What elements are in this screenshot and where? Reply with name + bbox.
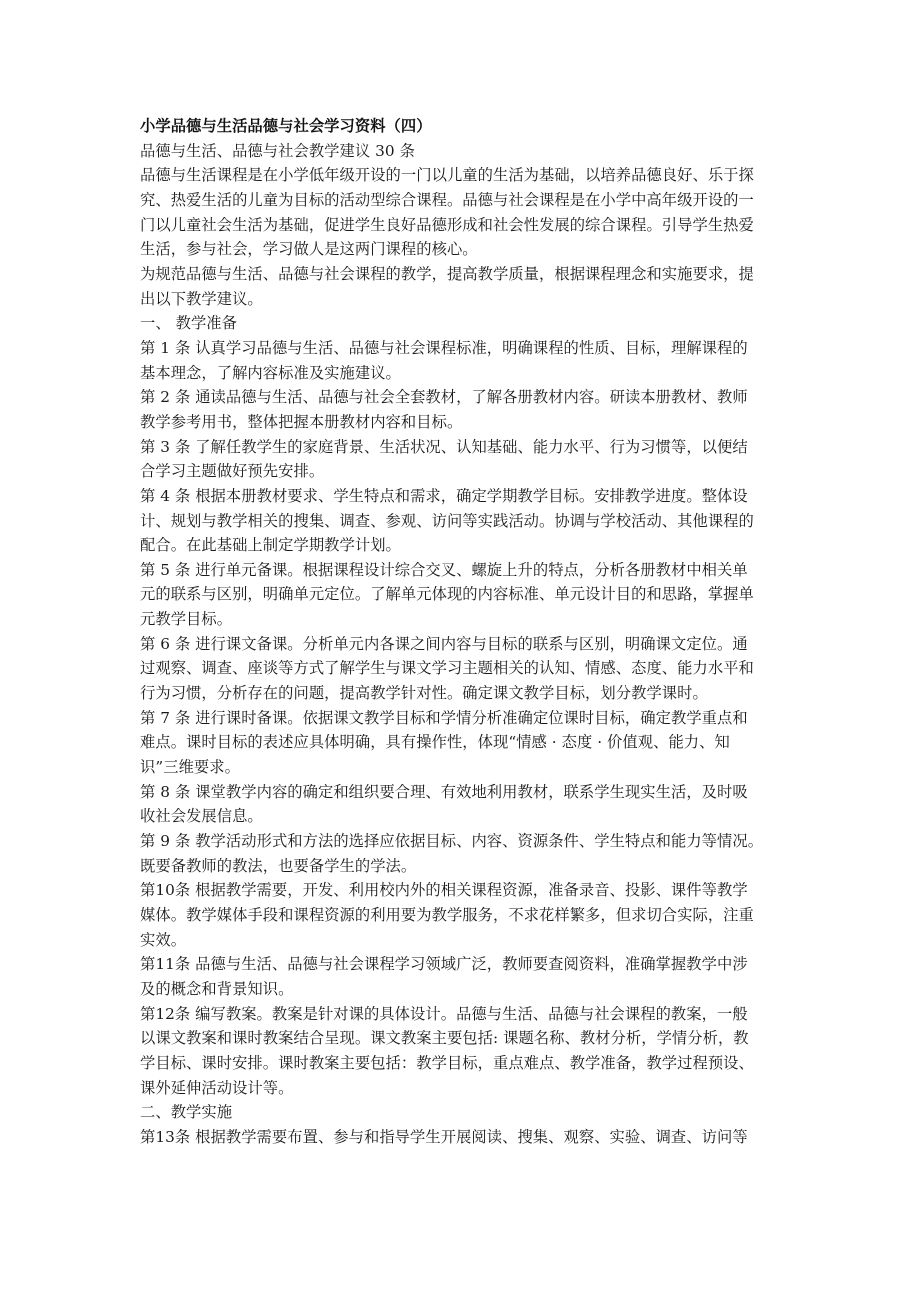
body-line: 合学习主题做好预先安排。 <box>140 462 325 481</box>
body-line: 基本理念，了解内容标准及实施建议。 <box>140 363 401 382</box>
article-9: 第 9 条 教学活动形式和方法的选择应依据目标、内容、资源条件、学生特点和能力等情况。 <box>140 832 764 851</box>
article-12: 第12条 编写教案。教案是针对课的具体设计。品德与生活、品德与社会课程的教案，一般 <box>140 1004 748 1023</box>
article-1: 第 1 条 认真学习品德与生活、品德与社会课程标准，明确课程的性质、目标，理解课程的 <box>140 338 748 357</box>
body-line: 收社会发展信息。 <box>140 807 263 826</box>
body-line: 品德与生活课程是在小学低年级开设的一门以儿童的生活为基础，以培养品德良好、乐于探 <box>140 166 754 185</box>
body-line: 以课文教案和课时教案结合呈现。课文教案主要包括: 课题名称、教材分析，学情分析，教 <box>140 1029 749 1048</box>
body-line: 行为习惯，分析存在的问题，提高教学针对性。确定课文教学目标，划分教学课时。 <box>140 684 708 703</box>
article-13: 第13条 根据教学需要布置、参与和指导学生开展阅读、搜集、观察、实验、调查、访问等 <box>140 1127 748 1146</box>
article-7: 第 7 条 进行课时备课。依据课文教学目标和学情分析准确定位课时目标，确定教学重点和 <box>140 708 748 727</box>
body-line: 元的联系与区别，明确单元定位。了解单元体现的内容标准、单元设计目的和思路，掌握单 <box>140 585 754 604</box>
body-line: 门以儿童社会生活为基础，促进学生良好品德形成和社会性发展的综合课程。引导学生热爱 <box>140 215 754 234</box>
document-subtitle: 品德与生活、品德与社会教学建议 30 条 <box>140 141 415 160</box>
article-10: 第10条 根据教学需要，开发、利用校内外的相关课程资源，准备录音、投影、课件等教学 <box>140 881 748 900</box>
body-line: 生活，参与社会，学习做人是这两门课程的核心。 <box>140 240 478 259</box>
body-line: 配合。在此基础上制定学期教学计划。 <box>140 536 401 555</box>
body-line: 计、规划与教学相关的搜集、调查、参观、访问等实践活动。协调与学校活动、其他课程的 <box>140 511 754 530</box>
body-line: 难点。课时目标的表述应具体明确，具有操作性，体现“情感 · 态度 · 价值观、能力、知 <box>140 733 730 752</box>
article-11: 第11条 品德与生活、品德与社会课程学习领域广泛，教师要查阅资料，准确掌握教学中涉 <box>140 955 748 974</box>
body-line: 识”三维要求。 <box>140 758 240 777</box>
document-page <box>140 114 800 1150</box>
body-line: 及的概念和背景知识。 <box>140 979 294 998</box>
body-line: 课外延伸活动设计等。 <box>140 1078 294 1097</box>
body-line: 过观察、调查、座谈等方式了解学生与课文学习主题相关的认知、情感、态度、能力水平和 <box>140 659 754 678</box>
body-line: 元教学目标。 <box>140 610 233 629</box>
body-line: 教学参考用书，整体把握本册教材内容和目标。 <box>140 412 463 431</box>
article-8: 第 8 条 课堂教学内容的确定和组织要合理、有效地利用教材，联系学生现实生活，及时吸 <box>140 782 748 801</box>
body-line: 既要备教师的教法，也要备学生的学法。 <box>140 856 417 875</box>
article-5: 第 5 条 进行单元备课。根据课程设计综合交叉、螺旋上升的特点，分析各册教材中相关单 <box>140 560 748 579</box>
body-line: 实效。 <box>140 930 187 949</box>
body-line: 为规范品德与生活、品德与社会课程的教学，提高教学质量，根据课程理念和实施要求，提 <box>140 264 754 283</box>
body-line: 究、热爱生活的儿童为目标的活动型综合课程。品德与社会课程是在小学中高年级开设的一 <box>140 190 754 209</box>
document-title: 小学品德与生活品德与社会学习资料（四） <box>140 117 432 135</box>
body-line: 媒体。教学媒体手段和课程资源的利用要为教学服务，不求花样繁多，但求切合实际，注重 <box>140 906 754 924</box>
body-line: 出以下教学建议。 <box>140 289 263 308</box>
section-heading-1: 一、 教学准备 <box>140 314 237 333</box>
section-heading-2: 二、教学实施 <box>140 1103 233 1122</box>
article-4: 第 4 条 根据本册教材要求、学生特点和需求，确定学期教学目标。安排教学进度。整体设 <box>140 486 748 505</box>
body-line: 学目标、课时安排。课时教案主要包括：教学目标，重点难点、教学准备，教学过程预设、 <box>140 1053 754 1072</box>
article-3: 第 3 条 了解任教学生的家庭背景、生活状况、认知基础、能力水平、行为习惯等，以便结 <box>140 437 748 456</box>
article-2: 第 2 条 通读品德与生活、品德与社会全套教材，了解各册教材内容。研读本册教材、教师 <box>140 388 748 407</box>
article-6: 第 6 条 进行课文备课。分析单元内各课之间内容与目标的联系与区别，明确课文定位。通 <box>140 634 748 653</box>
